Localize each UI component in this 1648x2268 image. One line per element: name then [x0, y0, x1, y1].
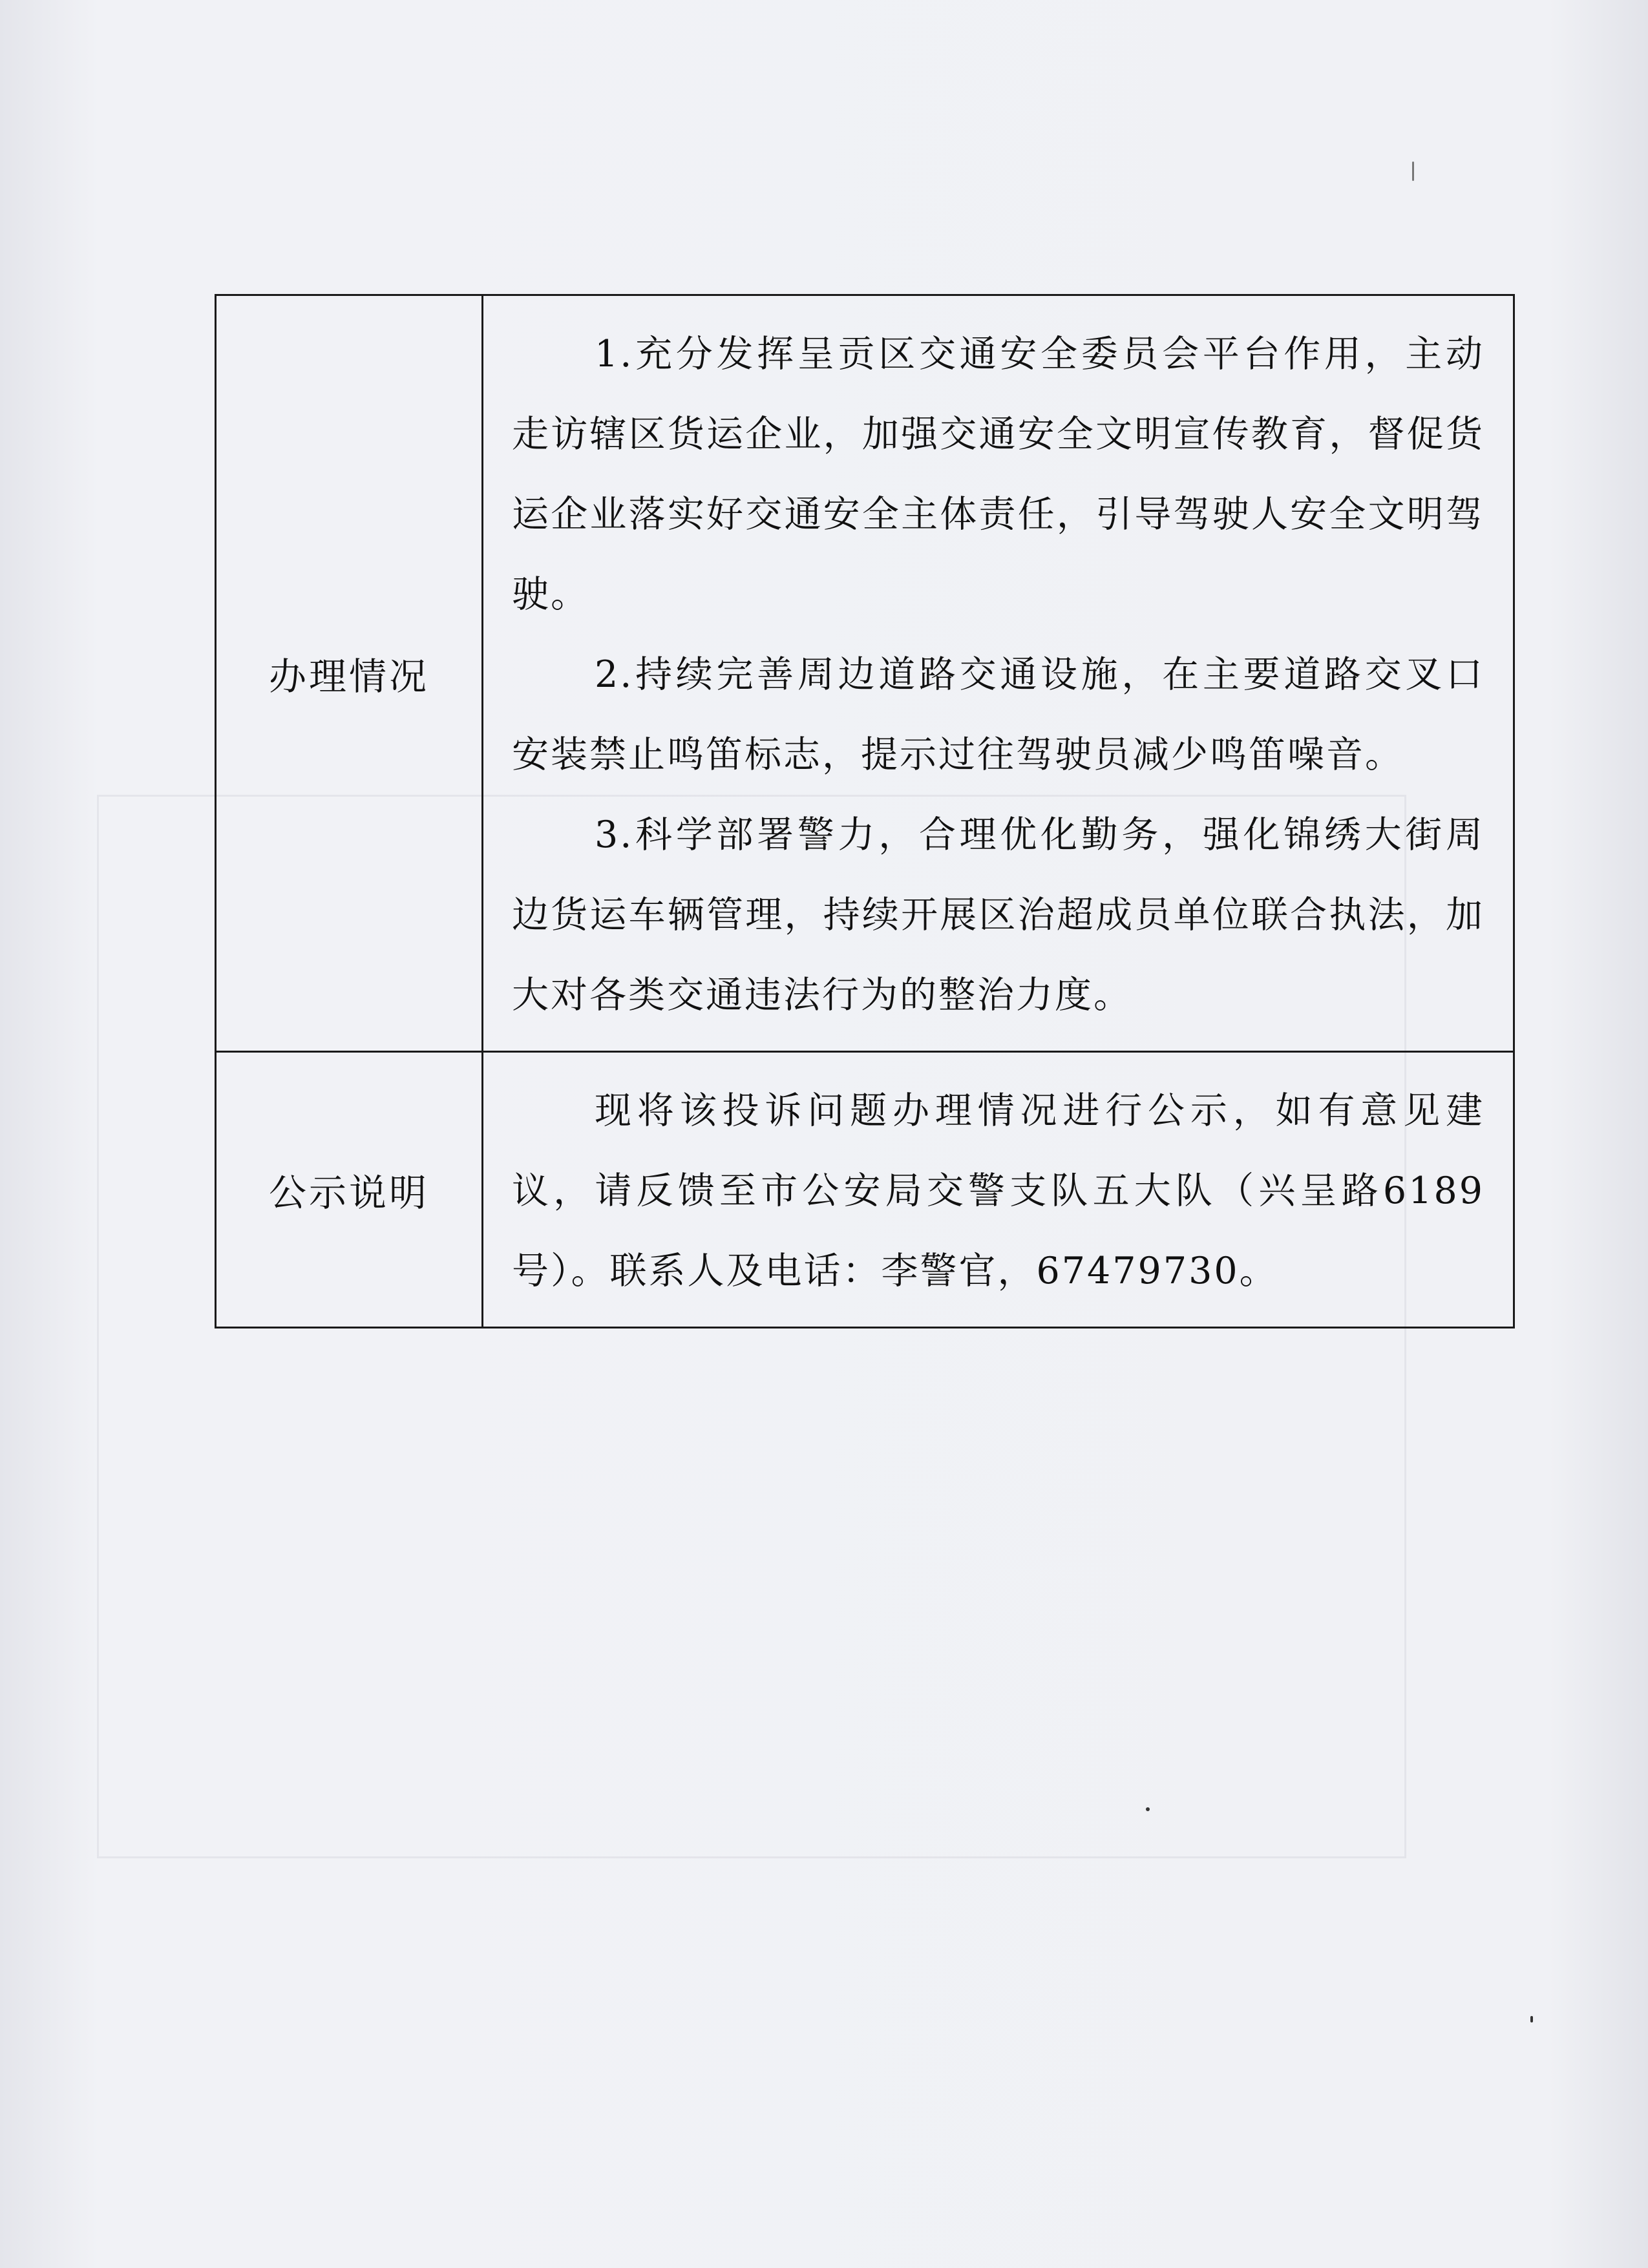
handling-content: [483, 295, 1514, 1052]
table-row-handling: [216, 295, 1514, 1052]
handling-item-2: 2.持续完善周边道路交通设施，在主要道路交叉口安装禁止鸣笛标志，提示过往驾驶员减少鸣笛噪音。: [512, 653, 1484, 776]
notice-label: 公示说明: [216, 1052, 483, 1328]
scan-speck: [1146, 1807, 1150, 1811]
handling-info-table: [215, 294, 1515, 1328]
table-row-notice: [216, 1052, 1514, 1328]
notice-text: 现将该投诉问题办理情况进行公示，如有意见建议，请反馈至市公安局交警支队五大队（兴呈路6189号）。联系人及电话：李警官，67479730。: [512, 1089, 1484, 1292]
handling-label: 办理情况: [216, 295, 483, 1052]
handling-item-3: 3.科学部署警力，合理优化勤务，强化锦绣大街周边货运车辆管理，持续开展区治超成员单位联合执法，加大对各类交通违法行为的整治力度。: [512, 814, 1484, 1016]
notice-content: [483, 1052, 1514, 1328]
scan-speck: [1412, 162, 1414, 181]
handling-item-1: 1.充分发挥呈贡区交通安全委员会平台作用，主动走访辖区货运企业，加强交通安全文明宣传教育，督促货运企业落实好交通安全主体责任，引导驾驶人安全文明驾驶。: [512, 333, 1484, 616]
scan-speck: [1530, 2016, 1533, 2022]
